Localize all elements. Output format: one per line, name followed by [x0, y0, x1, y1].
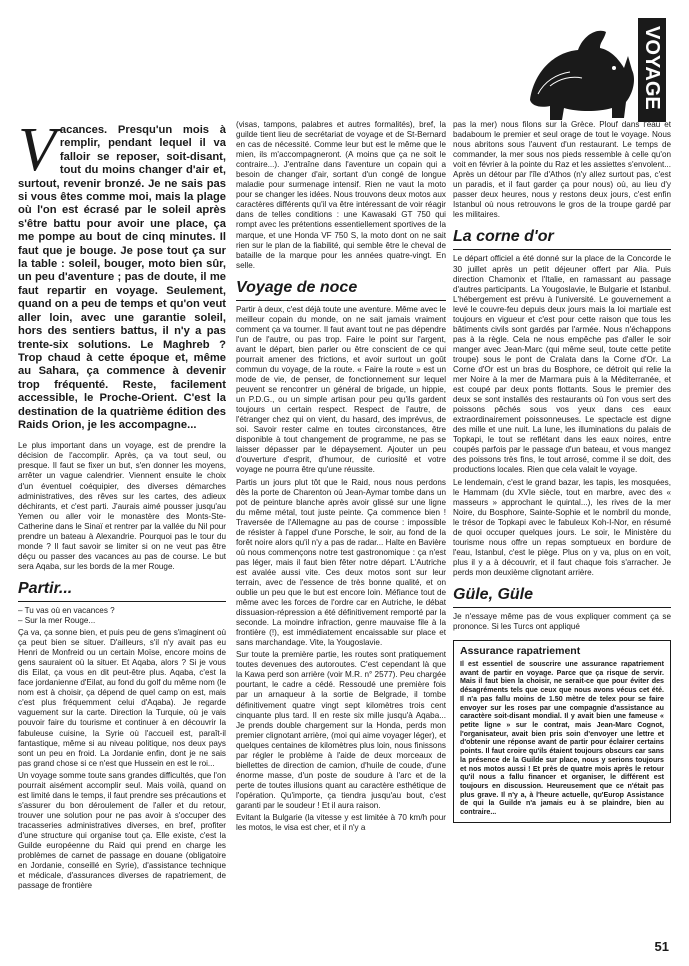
drop-cap: V — [18, 120, 56, 184]
column-2 — [236, 120, 446, 960]
body-paragraph: pas la mer) nous filons sur la Grèce. Plouf dans l'eau et badaboum le premier et seul orage de tout le voyage. Nous nous abritons sous l'auvent d'un restaurant. Le temps de commander, la mer sous nos pieds ressemble à celle qu'on voit en février à la pointe du Raz et les assiettes s'envolent... Après un détour par l'île d'Athos (n'y allez surtout pas, c'est un paradis, et il faut garder ça pour nous) où, au lieu d'y passer deux heures, nous y restons deux jours, c'est enfin Istanbul où nous retrouvons le gros de la troupe gardé par les militaires. — [453, 120, 671, 220]
dialogue-lines — [18, 606, 226, 626]
section-title-partir: Partir... — [18, 580, 226, 602]
body-paragraph: Partis un jours plut tôt que le Raid, nous nous perdons dès la porte de Charenton où Jean-Aymar tombe dans un pot de peinture blanche après avoir glissé sur une ligne du même métal, tout juste peinte. Ça commence bien ! Traversée de l'Allemagne au pas de course : impossible de résister à l'appel d'une Porsche, le soir, au fond de la forêt noire alors qu'il n'y a pas de radar... Halte en Bavière où nous commençons notre test gastronomique : ça n'est pas léger, mais il faut bien fêter notre départ. L'Autriche est avalée aussi vite. Ces deux motos sont sur leur terrain, avec de l'essence de très bonne qualité, et on oublie un peu que le but est encore loin. Méfiance tout de même avec les forces de l'ordre car en Autriche, le débat dissuasion-répression a été définitivement remporté par la seconde. La moindre infraction, genre mauvaise file à la frontière (!), est immédiatement encaissable sur place et sans marchandage. Vite, la Yougoslavie. — [236, 477, 446, 648]
voyage-logo-icon — [520, 12, 670, 132]
body-paragraph: Le plus important dans un voyage, est de prendre la décision de l'accomplir. Après, ça va tout seul, ou presque. Il faut se fixer un but, s'en donner les moyens, arrêter un vague calendrier. Viennent ensuite le choix d'un éventuel coéquipier, des diverses démarches administratives, des rêves sur les cartes, des adieux déchirants, et c'est parti. J'aurais aimé pousser jusqu'au Yemen ou aller voir le monastère des Monts-Ste-Catherine dans le Sinaï et rentrer par la vallée du Nil pour prendre un bateau à Alexandrie. Pourquoi pas le tour du monde ? Il faut savoir se limiter si on ne veut pas être déçu ou passer des vacances au pas de course. Le but sera Aqaba, sur les bords de la mer Rouge. — [18, 441, 226, 571]
section-title-la-corne-d-or: La corne d'or — [453, 228, 671, 250]
section-title-gule-gule: Güle, Güle — [453, 586, 671, 608]
body-paragraph: Sur toute la première partie, les routes sont pratiquement toutes devenues des autoroutes. C'est cependant là que la Kawa perd son arrière (voir M.R. n° 2577). Peu chargée pourtant, le cadre a cédé. Ressoudé une première fois par un arnaqueur à la sortie de Belgrade, il tombe définitivement quatre vingt sept kilomètres trois cent cinquante plus tard. Il en reste six mille jusqu'à Aqaba... Je prends double chargement sur la Honda, perds mon premier clignotant arrière, (moi qui aime voyager léger), et quelques centaines de kilomètres plus loin, nous finissons par régler le problème à l'aide de deux morceaux de biellettes de direction de camion, d'huile de coude, d'une énorme masse, d'un poste de soudure à l'arc et de la perte de toutes illusions quant au caractère esthétique de l'opération. Qu'importe, ça tiendra jusqu'au bout, c'est garanti par le soudeur ! Et il aura raison. — [236, 650, 446, 810]
body-paragraph: Evitant la Bulgarie (la vitesse y est limitée à 70 km/h pour les motos, le visa est cher, et il n'y a — [236, 813, 446, 833]
page-number: 51 — [654, 939, 669, 954]
dialogue-line: – Sur la mer Rouge... — [18, 616, 96, 625]
lead-text: acances. Presqu'un mois à remplir, pendant lequel il va falloir se reposer, soit-disant, tout du moins changer d'air et, surtout, revenir bronzé. Je ne sais pas si vous êtes comme moi, mais la plage où l'on est écrasé par le soleil après s'être battu pour avoir une place, ça me pompe au bout de cinq minutes. Il faut que je bouge. Je pose tout ça sur la table : soleil, bouger, moto bien sûr, un peu d'aventure ; pas de doute, il me faut repartir en voyage. Seulement, quand on a peu de temps et qu'on veut aller loin, avec une garantie soleil, hors des sentiers battus, il n'y a pas trente-six solutions. Le Maghreb ? Trop chaud à cette époque et, même au Sahara, ça commence à devenir trop fréquenté. Reste, facilement accessible, le Proche-Orient. C'est la destination de la quatrième édition des Raids Orion, je les accompagne... — [18, 124, 226, 431]
column-1 — [18, 120, 226, 960]
body-paragraph: Partir à deux, c'est déjà toute une aventure. Même avec le meilleur copain du monde, on ne sait jamais vraiment comment ça va tourner. Il faut avant tout ne pas dépendre l'un de l'autre, ou pas trop. Faire le point sur l'argent, avant le départ, bien parler ou être conscient de ce qui pourrait amener des frictions, et avoir surtout un goût commun du voyage, de la route. « Faire la route » est un mode de vie, de penser, de fonctionnement sur lequel peuvent se rencontrer un général de brigade, un hippie, un P.D.G., ou un simple artisan pour peu qu'ils gardent toujours un certain respect. Respect de l'autre, de l'étranger chez qui on vient, du hasard, des imprévus, de soi. Savoir rester calme en toutes circonstances, être disponible à tout changement de programme, ne pas se laisser dépasser par le dépaysement. Ajouter un peu d'ouverture d'esprit, d'humour, de curiosité et votre voyage ne pourra être qu'une réussite. — [236, 304, 446, 475]
logo-text: VOYAGE — [641, 26, 663, 110]
inset-box-assurance — [453, 640, 671, 823]
body-paragraph: Le lendemain, c'est le grand bazar, les tapis, les mosquées, le Hammam (du XVIe siècle, tout en marbre, avec des « masseurs » approchant le quintal...), les rives de la mer Noire, du Bosphore, Sainte-Sophie et le nombril du monde, le trésor de Topkapi avec le fabuleux Koh-I-Nor, en résumé de quoi occuper quelques jours. Le soir, le Ministère du tourisme nous offre un repas somptueux en bordure de l'eau, Istanbul, c'est le piège. Plus on y va, plus on en voit, plus il y a à découvrir, et il faut chaque fois s'arracher. Je perds mon deuxième clignotant arrière. — [453, 477, 671, 577]
body-paragraph: Je n'essaye même pas de vous expliquer comment ça se prononce. Si les Turcs ont appliqué — [453, 611, 671, 632]
body-paragraph: (visas, tampons, palabres et autres formalités), bref, la guilde tient lieu de secrétariat de voyage et de St-Bernard en cas de nécessité. Comme leur but est le même que le mien, ils m'accompagneront. (A moins que ça ne soit le contraire...). J'entraîne dans l'aventure un copain qui a besoin de changer d'air, sortant d'un congé de longue maladie pour surmenage intensif. Rien ne vaut la moto pour se changer les idées. Nous trouvons deux motos aux caractères différents qu'il va être intéressant de voir réagir dans de telles conditions : une Kawasaki GT 750 qui rompt avec les prétentions essentiellement sportives de la marque, et une Honda VF 750 S, la moto dont on ne sait rien sur le plan de la fiabilité, qui semble être le cheval de bataille de la marque pour les années quatre-vingt. En selle. — [236, 120, 446, 270]
column-3 — [453, 120, 671, 960]
inset-text: Il est essentiel de souscrire une assurance rapatriement avant de partir en voyage. Parce que ça risque de servir. Mais il faut bien la choisir, ne serait-ce que pour éviter des désagréments tels que ceux que nous avons vécus cet été. Il n'a pas fallu moins de 1.50 mètre de telex pour se faire envoyer sur les roses par une compagnie d'assistance au caractère soit-disant mondial. Il y avait bien une fameuse « petite ligne » sur le contrat, mais Jean-Marc Cognot, l'organisateur, avait bien pris soin d'envoyer une lettre et d'obtenir une réponse avant de partir pour éclairer certains points. Il faut croire qu'ils étaient toujours obscurs car sans la présence de la Guilde sur place, nous y serions toujours et nos motos aussi ! Et près de quatre mois après le retour qu'il nous a fallu financer et organiser, le différent est toujours en discussion. Heureusement que ce n'était pas plus grave. Il n'y a, à l'heure actuelle, qu'Europ Assistance de qui la Guilde n'a jamais eu à se plaindre, bien au contraire... — [460, 660, 664, 817]
inset-title: Assurance rapatriement — [460, 645, 581, 658]
dialogue-line: – Tu vas où en vacances ? — [18, 605, 115, 615]
body-paragraph: Le départ officiel a été donné sur la place de la Concorde le 30 juillet après un petit déjeuner offert par Alia. Puis direction Chamonix et l'Italie, en ramassant au passage d'autres participants. La Yougoslavie, le Bulgarie et Istanbul. L'hébergement est prévu à l'université. Le gouvernement a levé le couvre-feu depuis deux jours mais la loi martiale est toujours en vigueur et c'est pour cette raison que tous les bâtiments civils sont gardés par l'armée. Nous n'échappons pas à la règle. Cela ne nous empêche pas d'aller le soir manger avec Jean-Marc (qui même seul, toute cette petite troupe) sous le pont de Cralata dans la Corne d'Or. La Corne d'Or est un bras du Bosphore, ce détroit qui relie la mer Noire à la mer de Marmara puis à la Méditerranée, et est coupé par deux ponts flottants. Sous le premier des deux se sont installés des restaurants où l'on vous sert des poissons pêchés sous vos yeux dans ces eaux extraordinairement poissonneuses. Le spectacle est digne des mille et une nuit. La lune, les illuminations du palais de Topkapi, le tout se reflétant dans les eaux noires, entre coupés parfois par le passage d'un bateau, et vous mangez des poissons très fins, le tout arrosé, comme il se doit, des productions locales. Rien que cela valait le voyage. — [453, 254, 671, 475]
body-paragraph: Ça va, ça sonne bien, et puis peu de gens s'imaginent où ça peut bien se situer. D'ailleurs, s'il n'y avait pas eu Henri de Monfreid ou un certain Moïse, encore moins de gens sauraient où la situer. Et Aqaba, alors ? Si je vous dis Eilat, ça vous en dit peut-être plus. Aqaba, c'est la face jordanienne d'Eilat, au fond du golf du même nom (le nom est à choisir, ça dépend de quel camp on est, mais c'est plus fréquemment celui d'Aqaba). Je regarde vaguement sur la carte. Direction la Turquie, où je vais pouvoir faire du tourisme et continuer à en découvrir la fabuleuse cuisine, la Syrie où l'accueil est, paraît-il fantastique, même si au niveau politique, nos deux pays sont un peu en froid. La Jordanie enfin, dont je ne sais pas grand chose si ce n'est que Hussein en est le roi... — [18, 628, 226, 768]
body-paragraph: Un voyage somme toute sans grandes difficultés, que l'on pourrait aisément accomplir seul. Mais voilà, quand on est limité dans le temps, il faut prendre ses précautions et s'assurer du bon déroulement de l'aller et du retour, trouver une solution pour ne pas avoir à s'occuper des tracasseries administratives diverses, en bref, profiter d'une structure qui organise tout ça. Elle existe, c'est la Guilde européenne du Raid qui prend en charge les problèmes de carnet de passage en douane (obligatoire en Jordanie, conseillé en Syrie), d'assistance technique et médicale, d'assurances diverses de rapatriement, de passage de frontière — [18, 770, 226, 891]
lead-paragraph — [18, 120, 226, 432]
section-title-voyage-de-noce: Voyage de noce — [236, 279, 446, 301]
